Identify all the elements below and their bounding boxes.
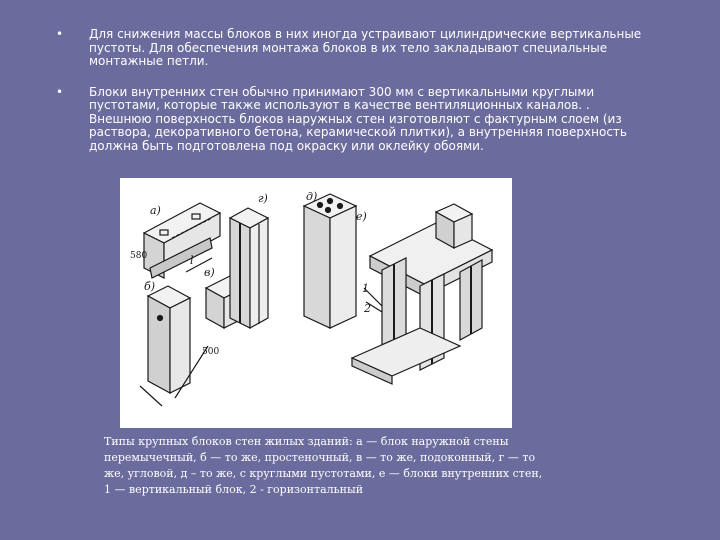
- label-1: 1: [362, 282, 369, 295]
- label-d: д): [306, 190, 318, 203]
- block-e-drawing: [352, 204, 492, 384]
- bullet-item: [56, 86, 656, 154]
- block-b-drawing: [140, 286, 208, 406]
- block-types-illustration: [120, 178, 512, 428]
- caption-line: Типы крупных блоков стен жилых зданий: а — блок наружной стены: [104, 435, 509, 448]
- label-b: б): [144, 280, 156, 293]
- bullet-mark: •: [56, 84, 64, 99]
- label-2: 2: [364, 302, 371, 315]
- caption-line: 1 — вертикальный блок, 2 - горизонтальный: [104, 483, 364, 496]
- bullet-text: Для снижения массы блоков в них иногда устраивают цилиндрические вертикальные пустоты. Для обеспечения монтажа блоков в их тело закладывают специальные монтажные петли.: [89, 27, 642, 68]
- bullet-list: [56, 28, 656, 170]
- dimension-l: l: [190, 254, 194, 267]
- block-g-drawing: [230, 208, 268, 328]
- dimension-580: 580: [130, 251, 148, 261]
- label-g: г): [258, 192, 268, 205]
- bullet-item: [56, 28, 656, 69]
- bullet-mark: •: [56, 27, 64, 41]
- label-a: а): [150, 204, 161, 217]
- caption-line: перемычечный, б — то же, простеночный, в — то же, подоконный, г — то: [104, 451, 536, 464]
- dimension-500: 500: [202, 347, 220, 357]
- caption-line: же, угловой, д – то же, с круглыми пустотами, е — блоки внутренних стен,: [104, 467, 543, 480]
- block-d-drawing: [304, 194, 356, 328]
- label-e: е): [356, 210, 367, 223]
- bullet-text: Блоки внутренних стен обычно принимают 300 мм с вертикальными круглыми пустотами, которые также используют в качестве вентиляционных каналов. . Внешнюю поверхность блоков наружных стен изготовляют с фактурным слоем (из раствора, декоративного бетона, керамической плитки), а внутренняя поверхность должна быть подготовлена под окраску или оклейку обоями.: [89, 84, 627, 153]
- label-v: в): [204, 266, 215, 279]
- figure-caption: [104, 434, 574, 498]
